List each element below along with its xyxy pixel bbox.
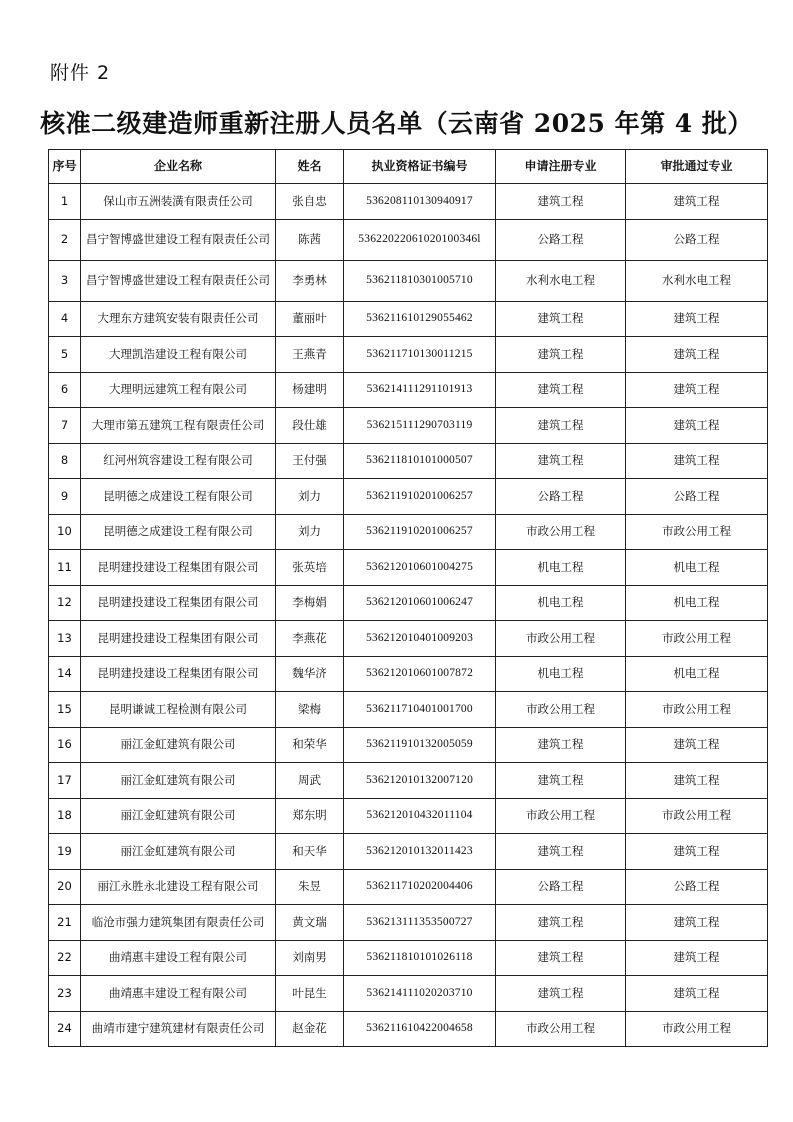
table-row xyxy=(49,219,768,260)
cell-index: 23 xyxy=(49,976,81,1012)
cell-name: 赵金花 xyxy=(276,1011,344,1047)
cell-company: 昌宁智博盛世建设工程有限责任公司 xyxy=(81,219,276,260)
table-row xyxy=(49,940,768,976)
cell-company: 大理市第五建筑工程有限责任公司 xyxy=(81,408,276,444)
table-row xyxy=(49,443,768,479)
header-index: 序号 xyxy=(49,150,81,184)
cell-approved-specialty: 机电工程 xyxy=(626,550,768,586)
cell-applied-specialty: 建筑工程 xyxy=(496,763,626,799)
table-row xyxy=(49,976,768,1012)
cell-name: 陈茜 xyxy=(276,219,344,260)
cell-certificate: 536211910201006257 xyxy=(344,479,496,515)
cell-index: 9 xyxy=(49,479,81,515)
cell-certificate: 536211910132005059 xyxy=(344,727,496,763)
header-certificate: 执业资格证书编号 xyxy=(344,150,496,184)
cell-index: 22 xyxy=(49,940,81,976)
cell-applied-specialty: 公路工程 xyxy=(496,869,626,905)
cell-certificate: 536214111291101913 xyxy=(344,372,496,408)
table-row xyxy=(49,301,768,337)
table-row xyxy=(49,337,768,373)
cell-approved-specialty: 建筑工程 xyxy=(626,834,768,870)
cell-certificate: 536212010601004275 xyxy=(344,550,496,586)
cell-applied-specialty: 建筑工程 xyxy=(496,372,626,408)
cell-approved-specialty: 市政公用工程 xyxy=(626,621,768,657)
cell-company: 昆明德之成建设工程有限公司 xyxy=(81,479,276,515)
cell-approved-specialty: 市政公用工程 xyxy=(626,798,768,834)
cell-name: 李燕花 xyxy=(276,621,344,657)
cell-applied-specialty: 建筑工程 xyxy=(496,727,626,763)
cell-company: 红河州筑容建设工程有限公司 xyxy=(81,443,276,479)
cell-company: 曲靖惠丰建设工程有限公司 xyxy=(81,940,276,976)
cell-index: 24 xyxy=(49,1011,81,1047)
cell-index: 19 xyxy=(49,834,81,870)
cell-approved-specialty: 市政公用工程 xyxy=(626,1011,768,1047)
table-row xyxy=(49,834,768,870)
cell-applied-specialty: 公路工程 xyxy=(496,219,626,260)
cell-applied-specialty: 市政公用工程 xyxy=(496,621,626,657)
cell-index: 17 xyxy=(49,763,81,799)
cell-company: 昆明德之成建设工程有限公司 xyxy=(81,514,276,550)
cell-company: 丽江金虹建筑有限公司 xyxy=(81,727,276,763)
table-row xyxy=(49,798,768,834)
cell-approved-specialty: 建筑工程 xyxy=(626,372,768,408)
cell-index: 6 xyxy=(49,372,81,408)
cell-approved-specialty: 建筑工程 xyxy=(626,443,768,479)
cell-certificate: 536212010432011104 xyxy=(344,798,496,834)
cell-certificate: 536211710401001700 xyxy=(344,692,496,728)
cell-applied-specialty: 机电工程 xyxy=(496,585,626,621)
table-row xyxy=(49,621,768,657)
cell-company: 昆明建投建设工程集团有限公司 xyxy=(81,621,276,657)
cell-company: 昆明建投建设工程集团有限公司 xyxy=(81,656,276,692)
cell-certificate: 536214111020203710 xyxy=(344,976,496,1012)
table-row xyxy=(49,692,768,728)
cell-company: 临沧市强力建筑集团有限责任公司 xyxy=(81,905,276,941)
cell-index: 2 xyxy=(49,219,81,260)
cell-name: 和荣华 xyxy=(276,727,344,763)
cell-name: 张自忠 xyxy=(276,184,344,220)
document-title: 核准二级建造师重新注册人员名单（云南省 2025 年第 4 批） xyxy=(40,109,753,138)
header-company: 企业名称 xyxy=(81,150,276,184)
cell-approved-specialty: 建筑工程 xyxy=(626,727,768,763)
table-row xyxy=(49,408,768,444)
table-body xyxy=(49,184,768,1047)
cell-name: 段仕雄 xyxy=(276,408,344,444)
cell-applied-specialty: 市政公用工程 xyxy=(496,1011,626,1047)
cell-certificate: 536212010132011423 xyxy=(344,834,496,870)
cell-approved-specialty: 机电工程 xyxy=(626,656,768,692)
cell-company: 昌宁智博盛世建设工程有限责任公司 xyxy=(81,260,276,301)
cell-approved-specialty: 水利水电工程 xyxy=(626,260,768,301)
cell-index: 4 xyxy=(49,301,81,337)
cell-index: 10 xyxy=(49,514,81,550)
cell-company: 丽江金虹建筑有限公司 xyxy=(81,834,276,870)
cell-company: 大理凯浩建设工程有限公司 xyxy=(81,337,276,373)
header-name: 姓名 xyxy=(276,150,344,184)
cell-index: 13 xyxy=(49,621,81,657)
table-row xyxy=(49,372,768,408)
cell-index: 12 xyxy=(49,585,81,621)
cell-index: 5 xyxy=(49,337,81,373)
cell-applied-specialty: 机电工程 xyxy=(496,656,626,692)
cell-certificate: 536211610422004658 xyxy=(344,1011,496,1047)
cell-certificate: 536211710130011215 xyxy=(344,337,496,373)
cell-name: 李梅娟 xyxy=(276,585,344,621)
cell-index: 11 xyxy=(49,550,81,586)
attachment-label: 附件 2 xyxy=(50,62,111,84)
cell-company: 丽江金虹建筑有限公司 xyxy=(81,763,276,799)
cell-applied-specialty: 建筑工程 xyxy=(496,976,626,1012)
table-row xyxy=(49,905,768,941)
cell-company: 曲靖惠丰建设工程有限公司 xyxy=(81,976,276,1012)
cell-certificate: 536211710202004406 xyxy=(344,869,496,905)
cell-name: 刘力 xyxy=(276,479,344,515)
cell-applied-specialty: 建筑工程 xyxy=(496,301,626,337)
table-header-row xyxy=(49,150,768,184)
cell-index: 1 xyxy=(49,184,81,220)
cell-approved-specialty: 建筑工程 xyxy=(626,940,768,976)
cell-approved-specialty: 公路工程 xyxy=(626,219,768,260)
cell-index: 3 xyxy=(49,260,81,301)
cell-certificate: 536213111353500727 xyxy=(344,905,496,941)
cell-applied-specialty: 建筑工程 xyxy=(496,940,626,976)
cell-name: 王付强 xyxy=(276,443,344,479)
cell-index: 14 xyxy=(49,656,81,692)
cell-company: 丽江金虹建筑有限公司 xyxy=(81,798,276,834)
table-row xyxy=(49,656,768,692)
cell-certificate: 536211810301005710 xyxy=(344,260,496,301)
cell-certificate: 536208110130940917 xyxy=(344,184,496,220)
cell-applied-specialty: 机电工程 xyxy=(496,550,626,586)
cell-certificate: 536212010601006247 xyxy=(344,585,496,621)
cell-certificate: 536215111290703119 xyxy=(344,408,496,444)
cell-applied-specialty: 市政公用工程 xyxy=(496,692,626,728)
cell-approved-specialty: 建筑工程 xyxy=(626,184,768,220)
cell-index: 15 xyxy=(49,692,81,728)
cell-applied-specialty: 建筑工程 xyxy=(496,337,626,373)
cell-approved-specialty: 建筑工程 xyxy=(626,408,768,444)
cell-applied-specialty: 市政公用工程 xyxy=(496,798,626,834)
registration-table xyxy=(48,149,768,1047)
cell-name: 郑东明 xyxy=(276,798,344,834)
cell-index: 7 xyxy=(49,408,81,444)
table-row xyxy=(49,184,768,220)
header-applied-specialty: 申请注册专业 xyxy=(496,150,626,184)
cell-index: 8 xyxy=(49,443,81,479)
table-row xyxy=(49,585,768,621)
cell-name: 李勇林 xyxy=(276,260,344,301)
cell-company: 昆明建投建设工程集团有限公司 xyxy=(81,585,276,621)
cell-name: 刘力 xyxy=(276,514,344,550)
cell-approved-specialty: 建筑工程 xyxy=(626,301,768,337)
cell-company: 保山市五洲装潢有限责任公司 xyxy=(81,184,276,220)
cell-name: 黄文瑞 xyxy=(276,905,344,941)
cell-name: 梁梅 xyxy=(276,692,344,728)
cell-applied-specialty: 建筑工程 xyxy=(496,443,626,479)
table-row xyxy=(49,869,768,905)
cell-applied-specialty: 建筑工程 xyxy=(496,905,626,941)
cell-company: 曲靖市建宁建筑建材有限责任公司 xyxy=(81,1011,276,1047)
cell-applied-specialty: 公路工程 xyxy=(496,479,626,515)
cell-name: 董丽叶 xyxy=(276,301,344,337)
cell-name: 王燕青 xyxy=(276,337,344,373)
cell-certificate: 536212010132007120 xyxy=(344,763,496,799)
cell-name: 张英培 xyxy=(276,550,344,586)
cell-name: 魏华济 xyxy=(276,656,344,692)
cell-name: 和天华 xyxy=(276,834,344,870)
cell-approved-specialty: 建筑工程 xyxy=(626,763,768,799)
table-row xyxy=(49,514,768,550)
cell-certificate: 536212010601007872 xyxy=(344,656,496,692)
table-row xyxy=(49,260,768,301)
cell-approved-specialty: 公路工程 xyxy=(626,479,768,515)
cell-name: 杨建明 xyxy=(276,372,344,408)
table-row xyxy=(49,550,768,586)
cell-applied-specialty: 水利水电工程 xyxy=(496,260,626,301)
cell-approved-specialty: 市政公用工程 xyxy=(626,514,768,550)
cell-company: 丽江永胜永北建设工程有限公司 xyxy=(81,869,276,905)
cell-index: 21 xyxy=(49,905,81,941)
cell-approved-specialty: 建筑工程 xyxy=(626,337,768,373)
cell-applied-specialty: 建筑工程 xyxy=(496,834,626,870)
cell-name: 叶昆生 xyxy=(276,976,344,1012)
cell-company: 大理东方建筑安装有限责任公司 xyxy=(81,301,276,337)
cell-approved-specialty: 公路工程 xyxy=(626,869,768,905)
cell-approved-specialty: 机电工程 xyxy=(626,585,768,621)
cell-applied-specialty: 市政公用工程 xyxy=(496,514,626,550)
cell-certificate: 536211910201006257 xyxy=(344,514,496,550)
table-row xyxy=(49,763,768,799)
cell-approved-specialty: 建筑工程 xyxy=(626,976,768,1012)
cell-approved-specialty: 建筑工程 xyxy=(626,905,768,941)
cell-approved-specialty: 市政公用工程 xyxy=(626,692,768,728)
cell-certificate: 53622022061020100346l xyxy=(344,219,496,260)
cell-company: 大理明远建筑工程有限公司 xyxy=(81,372,276,408)
header-approved-specialty: 审批通过专业 xyxy=(626,150,768,184)
cell-company: 昆明建投建设工程集团有限公司 xyxy=(81,550,276,586)
cell-applied-specialty: 建筑工程 xyxy=(496,408,626,444)
cell-index: 20 xyxy=(49,869,81,905)
table-row xyxy=(49,727,768,763)
cell-certificate: 536211810101000507 xyxy=(344,443,496,479)
table-row xyxy=(49,1011,768,1047)
cell-name: 刘南男 xyxy=(276,940,344,976)
cell-name: 朱昱 xyxy=(276,869,344,905)
cell-applied-specialty: 建筑工程 xyxy=(496,184,626,220)
cell-company: 昆明谦诚工程检测有限公司 xyxy=(81,692,276,728)
cell-name: 周武 xyxy=(276,763,344,799)
cell-certificate: 536211610129055462 xyxy=(344,301,496,337)
table-row xyxy=(49,479,768,515)
cell-index: 16 xyxy=(49,727,81,763)
cell-index: 18 xyxy=(49,798,81,834)
cell-certificate: 536212010401009203 xyxy=(344,621,496,657)
cell-certificate: 536211810101026118 xyxy=(344,940,496,976)
